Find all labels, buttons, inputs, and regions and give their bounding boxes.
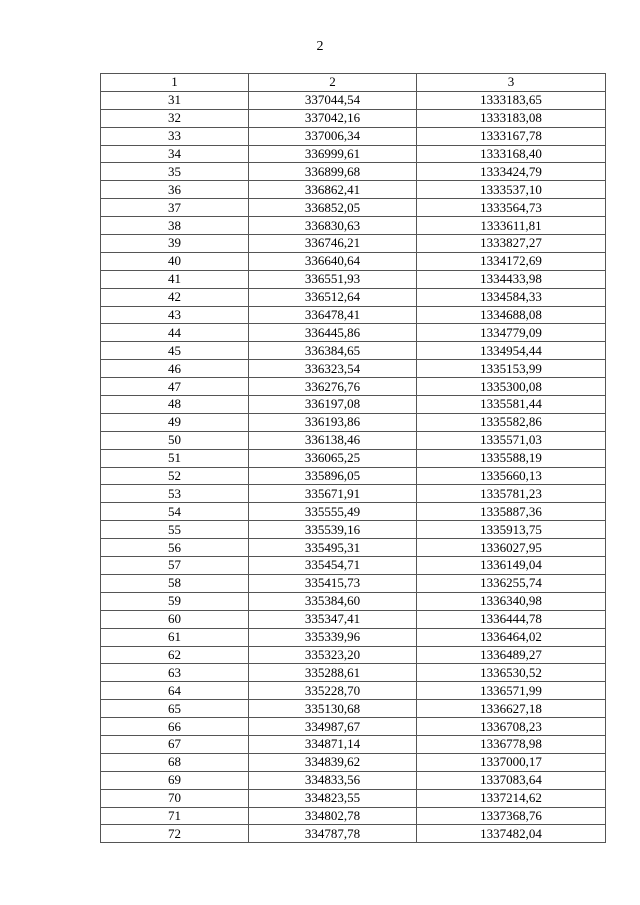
table-row xyxy=(101,628,606,646)
y-coordinate-cell: 1336571,99 xyxy=(417,682,606,700)
x-coordinate-cell: 335288,61 xyxy=(249,664,417,682)
x-coordinate-cell: 334871,14 xyxy=(249,735,417,753)
y-coordinate-cell: 1333827,27 xyxy=(417,235,606,253)
point-number-cell: 60 xyxy=(101,610,249,628)
point-number-cell: 34 xyxy=(101,145,249,163)
table-row xyxy=(101,270,606,288)
point-number-cell: 70 xyxy=(101,789,249,807)
y-coordinate-cell: 1333183,65 xyxy=(417,91,606,109)
point-number-cell: 59 xyxy=(101,592,249,610)
point-number-cell: 71 xyxy=(101,807,249,825)
y-coordinate-cell: 1336255,74 xyxy=(417,574,606,592)
y-coordinate-cell: 1333167,78 xyxy=(417,127,606,145)
table-body xyxy=(101,91,606,842)
x-coordinate-cell: 335555,49 xyxy=(249,503,417,521)
table-row xyxy=(101,539,606,557)
point-number-cell: 42 xyxy=(101,288,249,306)
y-coordinate-cell: 1335660,13 xyxy=(417,467,606,485)
point-number-cell: 63 xyxy=(101,664,249,682)
x-coordinate-cell: 335539,16 xyxy=(249,521,417,539)
y-coordinate-cell: 1337083,64 xyxy=(417,771,606,789)
point-number-cell: 69 xyxy=(101,771,249,789)
table-row xyxy=(101,342,606,360)
table-row xyxy=(101,682,606,700)
y-coordinate-cell: 1334433,98 xyxy=(417,270,606,288)
table-row xyxy=(101,413,606,431)
y-coordinate-cell: 1334779,09 xyxy=(417,324,606,342)
point-number-cell: 52 xyxy=(101,467,249,485)
y-coordinate-cell: 1336530,52 xyxy=(417,664,606,682)
y-coordinate-cell: 1333537,10 xyxy=(417,181,606,199)
point-number-cell: 54 xyxy=(101,503,249,521)
table-row xyxy=(101,378,606,396)
point-number-cell: 56 xyxy=(101,539,249,557)
point-number-cell: 47 xyxy=(101,378,249,396)
table-row xyxy=(101,306,606,324)
y-coordinate-cell: 1336027,95 xyxy=(417,539,606,557)
table-row xyxy=(101,574,606,592)
point-number-cell: 58 xyxy=(101,574,249,592)
table-row xyxy=(101,127,606,145)
y-coordinate-cell: 1335913,75 xyxy=(417,521,606,539)
x-coordinate-cell: 336138,46 xyxy=(249,431,417,449)
x-coordinate-cell: 336999,61 xyxy=(249,145,417,163)
x-coordinate-cell: 336512,64 xyxy=(249,288,417,306)
x-coordinate-cell: 336746,21 xyxy=(249,235,417,253)
y-coordinate-cell: 1336444,78 xyxy=(417,610,606,628)
table-row xyxy=(101,700,606,718)
x-coordinate-cell: 335671,91 xyxy=(249,485,417,503)
y-coordinate-cell: 1337368,76 xyxy=(417,807,606,825)
point-number-cell: 62 xyxy=(101,646,249,664)
point-number-cell: 55 xyxy=(101,521,249,539)
table-row xyxy=(101,592,606,610)
x-coordinate-cell: 337042,16 xyxy=(249,109,417,127)
table-row xyxy=(101,181,606,199)
point-number-cell: 66 xyxy=(101,718,249,736)
x-coordinate-cell: 335896,05 xyxy=(249,467,417,485)
y-coordinate-cell: 1336149,04 xyxy=(417,557,606,575)
x-coordinate-cell: 337006,34 xyxy=(249,127,417,145)
table-row xyxy=(101,360,606,378)
y-coordinate-cell: 1336627,18 xyxy=(417,700,606,718)
x-coordinate-cell: 336445,86 xyxy=(249,324,417,342)
y-coordinate-cell: 1336464,02 xyxy=(417,628,606,646)
x-coordinate-cell: 334787,78 xyxy=(249,825,417,843)
point-number-cell: 33 xyxy=(101,127,249,145)
point-number-cell: 51 xyxy=(101,449,249,467)
table-row xyxy=(101,825,606,843)
point-number-cell: 32 xyxy=(101,109,249,127)
header-row xyxy=(101,74,606,92)
point-number-cell: 31 xyxy=(101,91,249,109)
x-coordinate-cell: 336193,86 xyxy=(249,413,417,431)
x-coordinate-cell: 334839,62 xyxy=(249,753,417,771)
point-number-cell: 35 xyxy=(101,163,249,181)
x-coordinate-cell: 334833,56 xyxy=(249,771,417,789)
x-coordinate-cell: 337044,54 xyxy=(249,91,417,109)
point-number-cell: 68 xyxy=(101,753,249,771)
page-number: 2 xyxy=(316,39,324,54)
x-coordinate-cell: 336899,68 xyxy=(249,163,417,181)
table-row xyxy=(101,449,606,467)
point-number-cell: 44 xyxy=(101,324,249,342)
point-number-cell: 72 xyxy=(101,825,249,843)
table-row xyxy=(101,521,606,539)
y-coordinate-cell: 1337482,04 xyxy=(417,825,606,843)
coordinates-table xyxy=(100,73,606,843)
x-coordinate-cell: 335130,68 xyxy=(249,700,417,718)
y-coordinate-cell: 1334172,69 xyxy=(417,252,606,270)
table-row xyxy=(101,807,606,825)
x-coordinate-cell: 335339,96 xyxy=(249,628,417,646)
table-row xyxy=(101,789,606,807)
table-header xyxy=(101,74,606,92)
table-row xyxy=(101,485,606,503)
table-row xyxy=(101,324,606,342)
table-row xyxy=(101,646,606,664)
y-coordinate-cell: 1334584,33 xyxy=(417,288,606,306)
x-coordinate-cell: 335228,70 xyxy=(249,682,417,700)
x-coordinate-cell: 335415,73 xyxy=(249,574,417,592)
point-number-cell: 41 xyxy=(101,270,249,288)
table-row xyxy=(101,503,606,521)
y-coordinate-cell: 1335581,44 xyxy=(417,396,606,414)
point-number-cell: 61 xyxy=(101,628,249,646)
x-coordinate-cell: 336852,05 xyxy=(249,199,417,217)
x-coordinate-cell: 334823,55 xyxy=(249,789,417,807)
table-row xyxy=(101,396,606,414)
x-coordinate-cell: 334987,67 xyxy=(249,718,417,736)
table-row xyxy=(101,199,606,217)
table-row xyxy=(101,235,606,253)
x-coordinate-cell: 336384,65 xyxy=(249,342,417,360)
point-number-cell: 43 xyxy=(101,306,249,324)
point-number-cell: 40 xyxy=(101,252,249,270)
point-number-cell: 49 xyxy=(101,413,249,431)
table-row xyxy=(101,252,606,270)
x-coordinate-cell: 335347,41 xyxy=(249,610,417,628)
y-coordinate-cell: 1336778,98 xyxy=(417,735,606,753)
y-coordinate-cell: 1333424,79 xyxy=(417,163,606,181)
y-coordinate-cell: 1333168,40 xyxy=(417,145,606,163)
table-row xyxy=(101,467,606,485)
table-row xyxy=(101,664,606,682)
x-coordinate-cell: 335495,31 xyxy=(249,539,417,557)
point-number-cell: 37 xyxy=(101,199,249,217)
point-number-cell: 39 xyxy=(101,235,249,253)
y-coordinate-cell: 1335781,23 xyxy=(417,485,606,503)
point-number-cell: 48 xyxy=(101,396,249,414)
x-coordinate-cell: 335323,20 xyxy=(249,646,417,664)
table-row xyxy=(101,288,606,306)
point-number-cell: 57 xyxy=(101,557,249,575)
x-coordinate-cell: 334802,78 xyxy=(249,807,417,825)
column-header-2: 2 xyxy=(249,74,417,92)
point-number-cell: 46 xyxy=(101,360,249,378)
table-row xyxy=(101,145,606,163)
y-coordinate-cell: 1336340,98 xyxy=(417,592,606,610)
table-row xyxy=(101,735,606,753)
y-coordinate-cell: 1334688,08 xyxy=(417,306,606,324)
y-coordinate-cell: 1336708,23 xyxy=(417,718,606,736)
y-coordinate-cell: 1335582,86 xyxy=(417,413,606,431)
point-number-cell: 38 xyxy=(101,217,249,235)
x-coordinate-cell: 336065,25 xyxy=(249,449,417,467)
x-coordinate-cell: 336197,08 xyxy=(249,396,417,414)
x-coordinate-cell: 336276,76 xyxy=(249,378,417,396)
x-coordinate-cell: 336862,41 xyxy=(249,181,417,199)
y-coordinate-cell: 1336489,27 xyxy=(417,646,606,664)
y-coordinate-cell: 1333611,81 xyxy=(417,217,606,235)
y-coordinate-cell: 1337214,62 xyxy=(417,789,606,807)
column-header-1: 1 xyxy=(101,74,249,92)
y-coordinate-cell: 1335153,99 xyxy=(417,360,606,378)
x-coordinate-cell: 336551,93 xyxy=(249,270,417,288)
point-number-cell: 64 xyxy=(101,682,249,700)
table-row xyxy=(101,109,606,127)
y-coordinate-cell: 1334954,44 xyxy=(417,342,606,360)
x-coordinate-cell: 336640,64 xyxy=(249,252,417,270)
point-number-cell: 65 xyxy=(101,700,249,718)
table-row xyxy=(101,771,606,789)
column-header-3: 3 xyxy=(417,74,606,92)
x-coordinate-cell: 336830,63 xyxy=(249,217,417,235)
table-row xyxy=(101,753,606,771)
y-coordinate-cell: 1335571,03 xyxy=(417,431,606,449)
point-number-cell: 50 xyxy=(101,431,249,449)
y-coordinate-cell: 1333564,73 xyxy=(417,199,606,217)
table-row xyxy=(101,718,606,736)
table-row xyxy=(101,610,606,628)
y-coordinate-cell: 1333183,08 xyxy=(417,109,606,127)
x-coordinate-cell: 335384,60 xyxy=(249,592,417,610)
table-row xyxy=(101,557,606,575)
y-coordinate-cell: 1335588,19 xyxy=(417,449,606,467)
y-coordinate-cell: 1337000,17 xyxy=(417,753,606,771)
x-coordinate-cell: 336478,41 xyxy=(249,306,417,324)
table-row xyxy=(101,431,606,449)
y-coordinate-cell: 1335300,08 xyxy=(417,378,606,396)
table-row xyxy=(101,91,606,109)
point-number-cell: 67 xyxy=(101,735,249,753)
x-coordinate-cell: 335454,71 xyxy=(249,557,417,575)
table-row xyxy=(101,163,606,181)
x-coordinate-cell: 336323,54 xyxy=(249,360,417,378)
point-number-cell: 36 xyxy=(101,181,249,199)
y-coordinate-cell: 1335887,36 xyxy=(417,503,606,521)
table-row xyxy=(101,217,606,235)
point-number-cell: 45 xyxy=(101,342,249,360)
point-number-cell: 53 xyxy=(101,485,249,503)
